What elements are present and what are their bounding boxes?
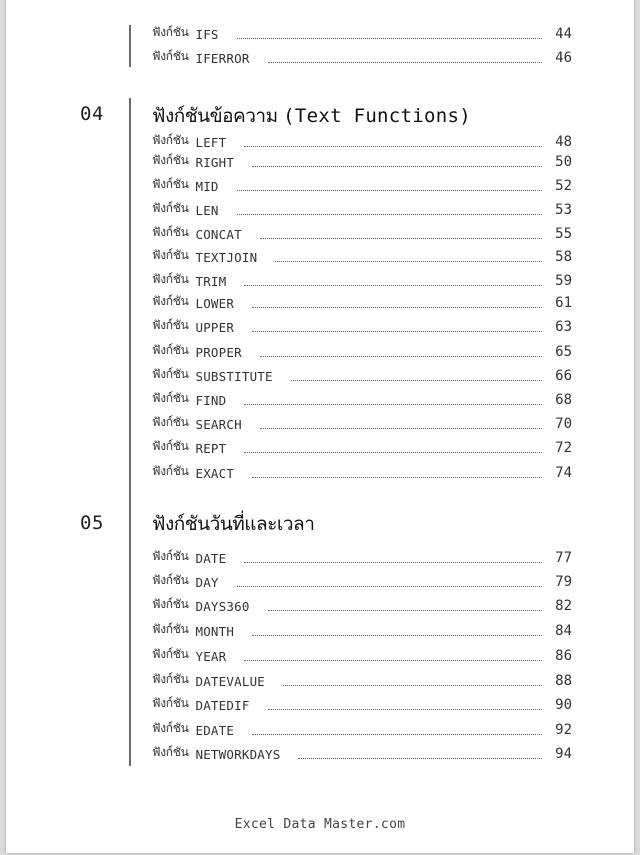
entry-page-number: 72 — [555, 440, 572, 456]
dot-leader — [268, 62, 542, 63]
entry-page-number: 44 — [555, 26, 572, 42]
toc-entry — [152, 438, 572, 456]
entry-function-name: CONCAT — [195, 227, 242, 242]
toc-entry — [152, 24, 572, 42]
dot-leader — [268, 709, 542, 710]
entry-page-number: 70 — [555, 416, 572, 432]
toc-entry — [152, 366, 572, 384]
entry-page-number: 92 — [555, 722, 572, 738]
toc-entry — [152, 671, 572, 689]
toc-entry — [152, 720, 572, 738]
entry-prefix: ฟังก์ชัน — [152, 225, 189, 239]
entry-function-name: TRIM — [195, 274, 227, 289]
entry-function-name: EDATE — [195, 723, 235, 738]
entry-prefix: ฟังก์ชัน — [152, 745, 189, 759]
toc-entry — [152, 548, 572, 566]
entry-prefix: ฟังก์ชัน — [152, 439, 189, 453]
dot-leader — [244, 146, 542, 147]
entry-function-name: DAY — [195, 575, 219, 590]
entry-prefix: ฟังก์ชัน — [152, 248, 189, 262]
dot-leader — [244, 660, 542, 661]
dot-leader — [244, 285, 542, 286]
dot-leader — [237, 586, 542, 587]
entry-prefix: ฟังก์ชัน — [152, 343, 189, 357]
entry-page-number: 86 — [555, 648, 572, 664]
dot-leader — [252, 477, 542, 478]
entry-prefix: ฟังก์ชัน — [152, 318, 189, 332]
entry-page-number: 79 — [555, 574, 572, 590]
toc-entry — [152, 247, 572, 265]
dot-leader — [244, 452, 542, 453]
entry-function-name: FIND — [195, 393, 227, 408]
dot-leader — [260, 428, 542, 429]
entry-page-number: 65 — [555, 344, 572, 360]
toc-entry — [152, 317, 572, 335]
dot-leader — [252, 635, 542, 636]
entry-prefix: ฟังก์ชัน — [152, 721, 189, 735]
toc-entry — [152, 414, 572, 432]
entry-function-name: DAYS360 — [195, 599, 250, 614]
dot-leader — [237, 38, 542, 39]
toc-entry — [152, 224, 572, 242]
entry-function-name: MONTH — [195, 624, 235, 639]
toc-entry — [152, 271, 572, 289]
entry-prefix: ฟังก์ชัน — [152, 391, 189, 405]
entry-prefix: ฟังก์ชัน — [152, 672, 189, 686]
dot-leader — [260, 356, 542, 357]
dot-leader — [252, 331, 542, 332]
entry-function-name: SEARCH — [195, 417, 242, 432]
toc-entry — [152, 200, 572, 218]
entry-function-name: DATE — [195, 551, 227, 566]
entry-prefix: ฟังก์ชัน — [152, 272, 189, 286]
entry-function-name: LEN — [195, 203, 219, 218]
dot-leader — [244, 562, 542, 563]
toc-entry — [152, 744, 572, 762]
entry-page-number: 58 — [555, 249, 572, 265]
toc-entry — [152, 572, 572, 590]
entry-prefix: ฟังก์ชัน — [152, 647, 189, 661]
entry-page-number: 84 — [555, 623, 572, 639]
entry-page-number: 46 — [555, 50, 572, 66]
toc-entry — [152, 695, 572, 713]
entry-prefix: ฟังก์ชัน — [152, 622, 189, 636]
toc-entry — [152, 152, 572, 170]
entry-page-number: 88 — [555, 673, 572, 689]
entry-prefix: ฟังก์ชัน — [152, 49, 189, 63]
toc-entry — [152, 596, 572, 614]
toc-entry — [152, 621, 572, 639]
dot-leader — [244, 404, 542, 405]
entry-function-name: EXACT — [195, 466, 235, 481]
entry-page-number: 52 — [555, 178, 572, 194]
dot-leader — [237, 214, 542, 215]
entry-page-number: 48 — [555, 134, 572, 150]
dot-leader — [252, 734, 542, 735]
entry-prefix: ฟังก์ชัน — [152, 367, 189, 381]
entry-page-number: 55 — [555, 226, 572, 242]
entry-prefix: ฟังก์ชัน — [152, 133, 189, 147]
section-divider-line — [129, 25, 131, 67]
entry-page-number: 90 — [555, 697, 572, 713]
entry-prefix: ฟังก์ชัน — [152, 464, 189, 478]
section-divider-line — [129, 98, 131, 766]
entry-page-number: 59 — [555, 273, 572, 289]
entry-prefix: ฟังก์ชัน — [152, 177, 189, 191]
section-title-english: (Text Functions) — [283, 105, 471, 127]
dot-leader — [268, 610, 542, 611]
entry-prefix: ฟังก์ชัน — [152, 573, 189, 587]
toc-entry — [152, 176, 572, 194]
entry-prefix: ฟังก์ชัน — [152, 696, 189, 710]
entry-page-number: 82 — [555, 598, 572, 614]
dot-leader — [283, 685, 542, 686]
entry-function-name: IFERROR — [195, 51, 250, 66]
entry-function-name: NETWORKDAYS — [195, 747, 281, 762]
entry-function-name: DATEDIF — [195, 698, 250, 713]
entry-page-number: 77 — [555, 550, 572, 566]
dot-leader — [252, 166, 542, 167]
toc-entry — [152, 646, 572, 664]
entry-page-number: 53 — [555, 202, 572, 218]
toc-entry — [152, 390, 572, 408]
toc-entry — [152, 132, 572, 150]
dot-leader — [275, 261, 542, 262]
entry-prefix: ฟังก์ชัน — [152, 294, 189, 308]
section-number: 05 — [80, 512, 104, 534]
entry-page-number: 61 — [555, 295, 572, 311]
toc-entry — [152, 293, 572, 311]
entry-page-number: 74 — [555, 465, 572, 481]
section-number: 04 — [80, 103, 104, 125]
entry-function-name: DATEVALUE — [195, 674, 266, 689]
entry-prefix: ฟังก์ชัน — [152, 153, 189, 167]
entry-function-name: MID — [195, 179, 219, 194]
footer-text: Excel Data Master.com — [234, 817, 406, 832]
dot-leader — [291, 380, 542, 381]
entry-prefix: ฟังก์ชัน — [152, 549, 189, 563]
entry-page-number: 94 — [555, 746, 572, 762]
section-title — [152, 509, 314, 539]
entry-page-number: 66 — [555, 368, 572, 384]
entry-function-name: RIGHT — [195, 155, 235, 170]
entry-page-number: 50 — [555, 154, 572, 170]
entry-function-name: LOWER — [195, 296, 235, 311]
entry-function-name: TEXTJOIN — [195, 250, 258, 265]
section-title — [152, 101, 471, 131]
entry-function-name: REPT — [195, 441, 227, 456]
entry-function-name: IFS — [195, 27, 219, 42]
entry-prefix: ฟังก์ชัน — [152, 25, 189, 39]
entry-prefix: ฟังก์ชัน — [152, 415, 189, 429]
dot-leader — [252, 307, 542, 308]
section-title-thai: ฟังก์ชันข้อความ — [152, 105, 278, 127]
entry-page-number: 68 — [555, 392, 572, 408]
toc-entry — [152, 463, 572, 481]
entry-function-name: YEAR — [195, 649, 227, 664]
toc-entry — [152, 342, 572, 360]
section-title-thai: ฟังก์ชันวันที่และเวลา — [152, 513, 315, 535]
dot-leader — [237, 190, 542, 191]
entry-prefix: ฟังก์ชัน — [152, 597, 189, 611]
entry-function-name: UPPER — [195, 320, 235, 335]
entry-prefix: ฟังก์ชัน — [152, 201, 189, 215]
entry-function-name: PROPER — [195, 345, 242, 360]
entry-function-name: LEFT — [195, 135, 227, 150]
toc-entry — [152, 48, 572, 66]
dot-leader — [260, 238, 542, 239]
dot-leader — [298, 758, 542, 759]
entry-function-name: SUBSTITUTE — [195, 369, 273, 384]
entry-page-number: 63 — [555, 319, 572, 335]
